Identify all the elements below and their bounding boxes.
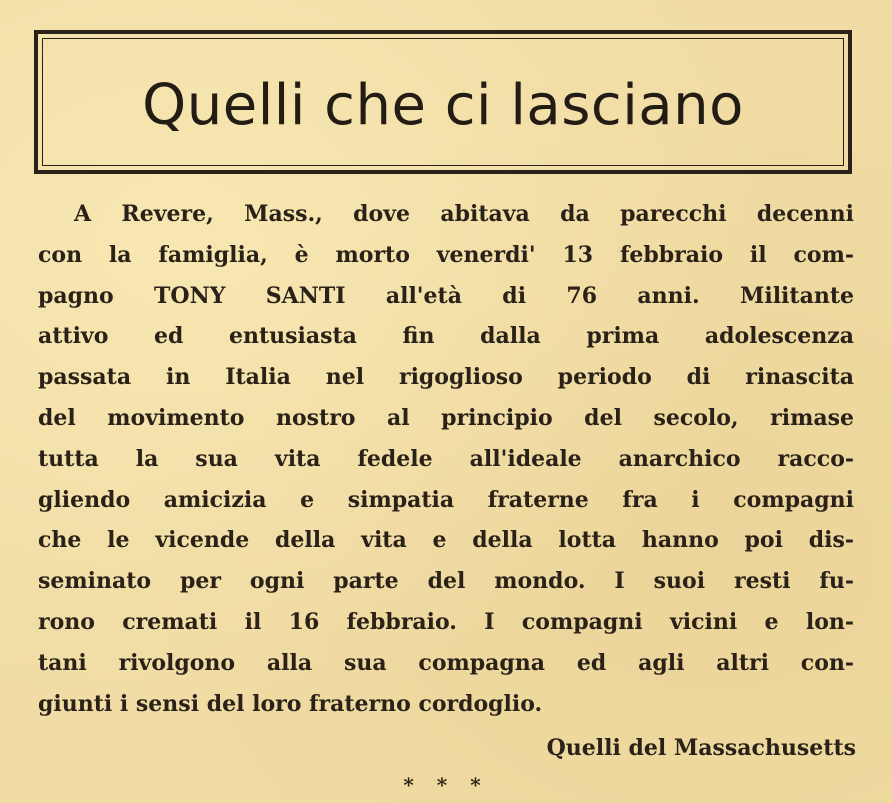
body-line: A Revere, Mass., dove abitava da parecchi decenni bbox=[74, 201, 854, 227]
body-line: attivo ed entusiasta fin dalla prima adolescenza bbox=[38, 323, 854, 350]
headline: Quelli che ci lasciano bbox=[142, 73, 744, 138]
body-line: seminato per ogni parte del mondo. I suoi resti fu- bbox=[38, 568, 854, 595]
body-line: rono cremati il 16 febbraio. I compagni vicini e lon- bbox=[38, 608, 854, 635]
headline-frame bbox=[34, 30, 852, 174]
body-line: pagno TONY SANTI all'età di 76 anni. Militante bbox=[38, 282, 854, 309]
body-line: passata in Italia nel rigoglioso periodo di rinascita bbox=[38, 364, 854, 391]
body-line: del movimento nostro al principio del secolo, rimase bbox=[38, 404, 854, 431]
body-line: tutta la sua vita fedele all'ideale anarchico racco- bbox=[38, 445, 854, 472]
body-line: tani rivolgono alla sua compagna ed agli altri con- bbox=[38, 649, 854, 676]
body-line: giunti i sensi del loro fraterno cordoglio. bbox=[38, 690, 543, 717]
body-line: che le vicende della vita e della lotta hanno poi dis- bbox=[38, 527, 854, 554]
signature: Quelli del Massachusetts bbox=[546, 735, 856, 761]
body-line: con la famiglia, è morto venerdi' 13 febbraio il com- bbox=[38, 241, 854, 268]
body-line: gliendo amicizia e simpatia fraterne fra i compagni bbox=[38, 486, 854, 513]
section-separator: * * * bbox=[403, 773, 489, 797]
obituary-body bbox=[38, 194, 854, 724]
